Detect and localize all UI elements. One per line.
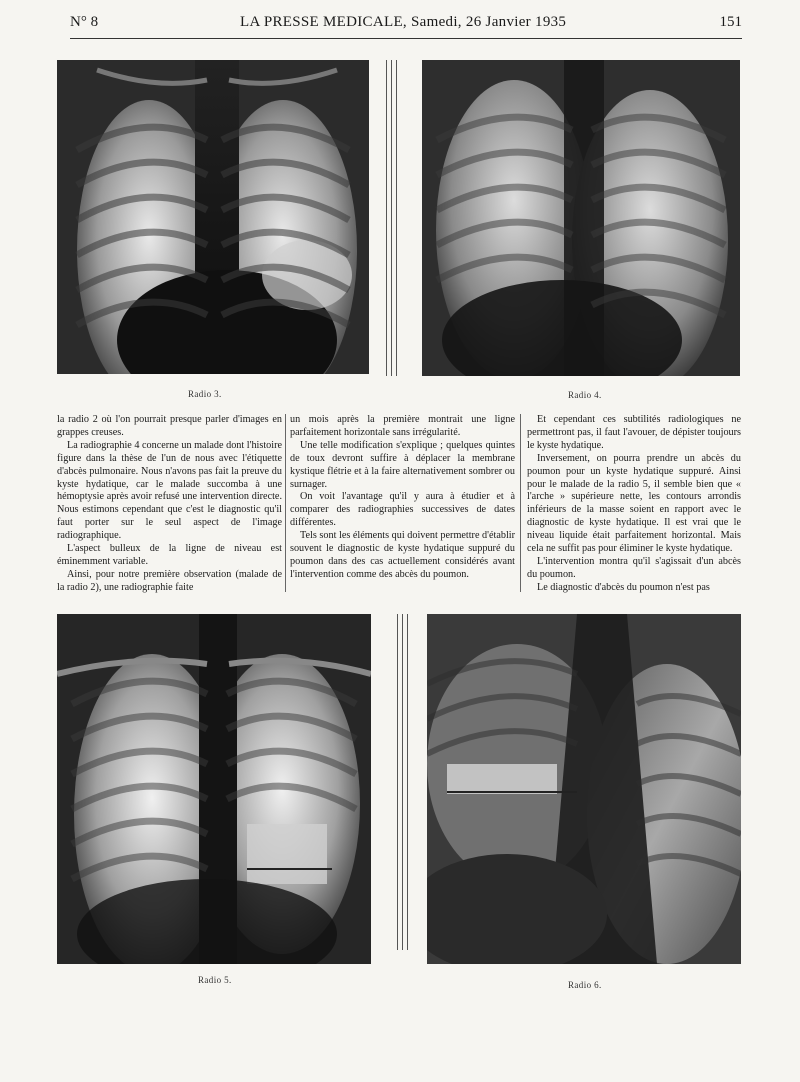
text-column-1 [57, 414, 282, 595]
column-rule [520, 414, 521, 592]
issue-number: N° 8 [70, 14, 99, 30]
paragraph: La radiographie 4 concerne un malade dont l'histoire figure dans la thèse de l'un de nous avec l'étiquette d'abcès pulmonaire. Nous n'avons pas fait la preuve du kyste hydatique, car le malade succomba à une hémoptysie après avoir refusé une intervention directe. Nous estimons cependant que c'est le diagnostic qu'il faut porter sur le seul aspect de l'image radiographique. [57, 439, 282, 542]
header-rule [70, 38, 742, 39]
paragraph: Une telle modification s'explique ; quelques quintes de toux devront suffire à déplacer la membrane kystique flétrie et à la faire alternativement sombrer ou surnager. [290, 439, 515, 490]
paragraph: Tels sont les éléments qui doivent permettre d'établir souvent le diagnostic de kyste hydatique suppuré du poumon dans des cas actuellement considérés avant l'intervention comme des abcès du poumon. [290, 530, 515, 580]
radiograph-4 [422, 60, 740, 376]
page-number: 151 [719, 14, 742, 30]
radiograph-3 [57, 60, 369, 374]
paragraph: On voit l'avantage qu'il y aura à étudier et à comparer des radiographies successives de dates différentes. [290, 491, 515, 529]
page-header [70, 12, 742, 38]
paragraph: Ainsi, pour notre première observation (malade de la radio 2), une radiographie faite [57, 568, 282, 593]
journal-title: LA PRESSE MEDICALE, Samedi, 26 Janvier 1935 [240, 14, 567, 30]
radiograph-6 [427, 614, 741, 964]
text-column-2 [290, 414, 515, 582]
text-column-3 [527, 414, 741, 595]
figure-caption-radio-3: Radio 3. [188, 389, 222, 399]
column-rule [285, 414, 286, 592]
paragraph: un mois après la première montrait une ligne parfaitement horizontale sans irrégularité. [290, 414, 515, 438]
paragraph: Et cependant ces subtilités radiologiques ne permettront pas, il faut l'avouer, de dépister toujours le kyste hydatique. [527, 414, 741, 451]
paragraph: la radio 2 où l'on pourrait presque parler d'images en grappes creuses. [57, 414, 282, 438]
figure-separator [386, 60, 398, 376]
paragraph: L'aspect bulleux de la ligne de niveau est éminemment variable. [57, 543, 282, 567]
figure-caption-radio-4: Radio 4. [568, 390, 602, 400]
paragraph: L'intervention montra qu'il s'agissait d'un abcès du poumon. [527, 555, 741, 580]
radiograph-5 [57, 614, 371, 964]
paragraph: Inversement, on pourra prendre un abcès du poumon pour un kyste hydatique suppuré. Ainsi pour le malade de la radio 5, il semble bien que « l'arche » supérieure nette, les contours arrondis inférieurs de la masse soient en rapport avec le diagnostic de kyste hydatique. Il est vrai que le niveau liquide était parfaitement horizontal. Mais cela ne suffit pas pour éliminer le kyste hydatique. [527, 452, 741, 555]
paragraph: Le diagnostic d'abcès du poumon n'est pas [537, 581, 710, 593]
figure-caption-radio-6: Radio 6. [568, 980, 602, 990]
figure-caption-radio-5: Radio 5. [198, 975, 232, 985]
figure-separator [397, 614, 409, 950]
